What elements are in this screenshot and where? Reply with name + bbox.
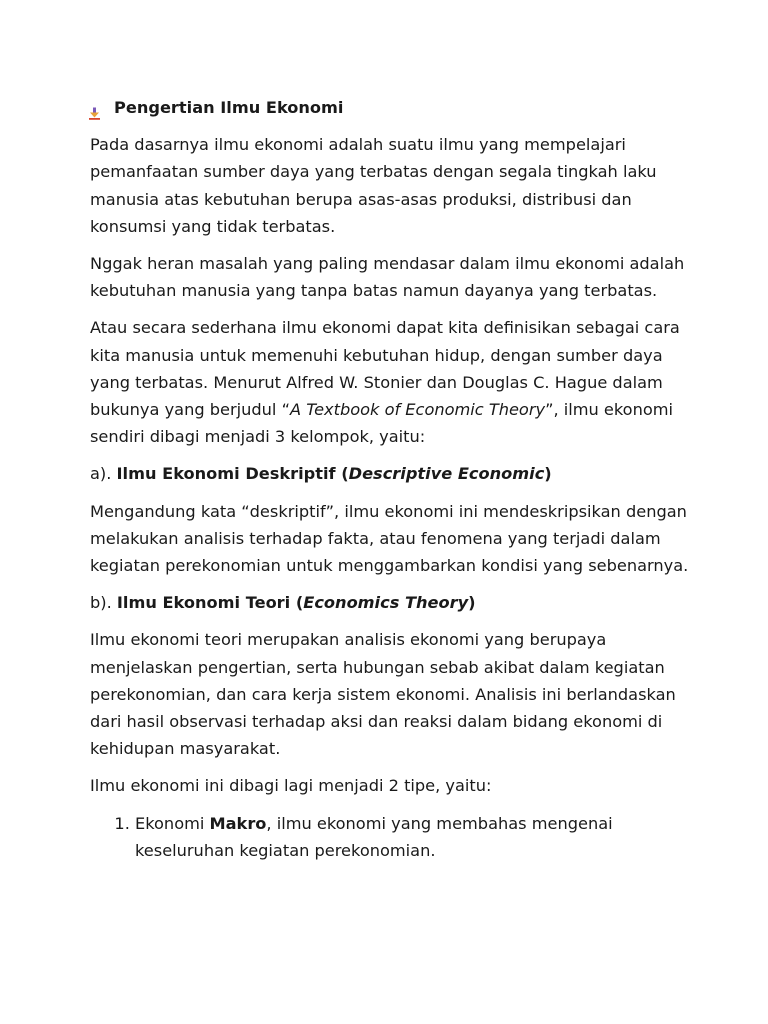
subheading-prefix: a). bbox=[90, 464, 117, 484]
subheading-title: Ilmu Ekonomi Teori (Economics Theory) bbox=[116, 593, 476, 613]
paragraph-descriptive: Mengandung kata “deskriptif”, ilmu ekonomi ini mendeskripsikan dengan melakukan analisis terhadap fakta, atau fenomena yang terjadi dalam kegiatan perekonomian untuk menggambarkan kondisi yang sebenarnya. bbox=[90, 501, 689, 576]
paragraph-classification bbox=[90, 314, 690, 450]
section-heading bbox=[90, 94, 690, 121]
paragraph-types-intro: Ilmu ekonomi ini dibagi lagi menjadi 2 tipe, yaitu: bbox=[90, 776, 492, 796]
subheading-prefix: b). bbox=[90, 593, 117, 613]
document-body bbox=[90, 94, 690, 864]
arrow-down-bullet-icon bbox=[88, 101, 101, 114]
heading-text: Pengertian Ilmu Ekonomi bbox=[114, 98, 344, 117]
subheading-descriptive bbox=[90, 460, 690, 487]
book-title: A Textbook of Economic Theory bbox=[289, 400, 546, 420]
paragraph-text: Atau secara sederhana ilmu ekonomi dapat kita definisikan sebagai cara kita manusia untuk memenuhi kebutuhan hidup, dengan sumber daya yang terbatas. Menurut Alfred W. Stonier dan Douglas C. Hague dalam bukunya yang berjudul “ bbox=[90, 318, 680, 420]
term-makro: Makro bbox=[209, 813, 267, 833]
subheading-theory bbox=[90, 589, 690, 616]
paragraph-theory: Ilmu ekonomi teori merupakan analisis ekonomi yang berupaya menjelaskan pengertian, serta hubungan sebab akibat dalam kegiatan perekonomian, dan cara kerja sistem ekonomi. Analisis ini berlandaskan dari hasil observasi terhadap aksi dan reaksi dalam bidang ekonomi di kehidupan masyarakat. bbox=[90, 630, 676, 759]
paragraph-text: ”, ilmu ekonomi sendiri dibagi menjadi 3 kelompok, yaitu: bbox=[90, 400, 674, 447]
subheading-title: Ilmu Ekonomi Deskriptif (Descriptive Economic) bbox=[116, 464, 552, 484]
paragraph-definition: Pada dasarnya ilmu ekonomi adalah suatu ilmu yang mempelajari pemanfaatan sumber daya yang terbatas dengan segala tingkah laku manusia atas kebutuhan berupa asas-asas produksi, distribusi dan konsumsi yang tidak terbatas. bbox=[90, 135, 657, 236]
list-item: 1. Ekonomi Makro, ilmu ekonomi yang membahas mengenai keseluruhan kegiatan perekonomian. bbox=[135, 810, 690, 864]
paragraph-basic-problem: Nggak heran masalah yang paling mendasar dalam ilmu ekonomi adalah kebutuhan manusia yang tanpa batas namun dayanya yang terbatas. bbox=[90, 254, 685, 301]
types-list bbox=[90, 810, 690, 864]
